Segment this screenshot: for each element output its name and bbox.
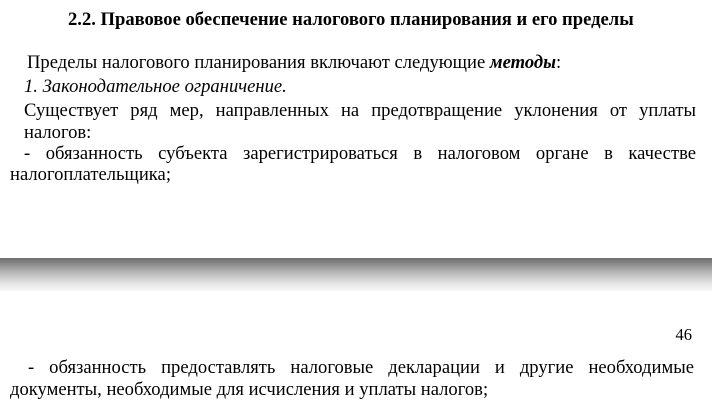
intro-emphasis: методы [489, 52, 556, 73]
intro-paragraph [27, 51, 699, 75]
duty-1-line-1: - обязанность субъекта зарегистрироваться в налоговом органе в качестве [24, 143, 696, 164]
page-number: 46 [675, 325, 692, 344]
method-item-1: 1. Законодательное ограничение. [24, 76, 287, 97]
measures-line-1: Существует ряд мер, направленных на предотвращение уклонения от уплаты [24, 100, 696, 121]
duty-1-line-2: налогоплательщика; [10, 164, 171, 185]
page-separator [0, 258, 712, 291]
duty-2-line-2: документы, необходимые для исчисления и уплаты налогов; [10, 379, 489, 400]
page-bottom [0, 291, 712, 407]
section-heading: 2.2. Правовое обеспечение налогового планирования и его пределы [68, 9, 634, 30]
intro-text: Пределы налогового планирования включают следующие [27, 52, 490, 73]
duty-2-line-1: - обязанность предоставлять налоговые декларации и другие необходимые [28, 357, 694, 378]
intro-tail: : [556, 52, 562, 73]
measures-line-2: налогов: [24, 122, 92, 143]
